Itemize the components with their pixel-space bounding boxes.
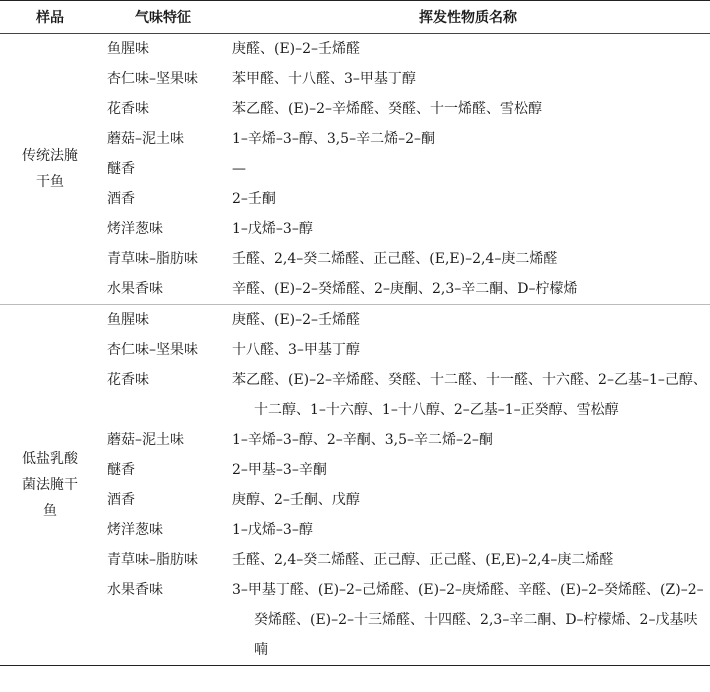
volatile-cell <box>226 575 710 666</box>
volatile-text: 苯甲醛、十八醛、3–甲基丁醇 <box>232 71 416 87</box>
sample-line: 菌法腌干 <box>22 477 78 493</box>
odor-cell: 鱼腥味 <box>107 312 149 328</box>
table-row <box>0 575 710 666</box>
volatile-text: 苯乙醛、(E)–2–辛烯醛、癸醛、十二醛、十一醛、十六醛、2–乙基–1–己醇、十二醇、1–十六醇、1–十八醇、2–乙基–1–正癸醇、雪松醇 <box>232 372 707 418</box>
volatile-text: 1–戊烯–3–醇 <box>232 221 313 237</box>
odor-cell: 酒香 <box>107 492 135 508</box>
volatile-text: 苯乙醛、(E)–2–辛烯醛、癸醛、十一烯醛、雪松醇 <box>232 101 543 117</box>
odor-cell: 蘑菇–泥土味 <box>107 131 184 147</box>
odor-cell: 杏仁味–坚果味 <box>107 342 198 358</box>
volatile-text: 庚醛、(E)–2–壬烯醛 <box>232 312 361 328</box>
table-row <box>0 455 710 485</box>
sample-line: 低盐乳酸 <box>22 451 78 467</box>
odor-cell: 青草味–脂肪味 <box>107 552 198 568</box>
odor-cell: 花香味 <box>107 372 149 388</box>
odor-cell: 水果香味 <box>100 575 226 666</box>
volatile-cell <box>226 425 710 455</box>
volatile-text: 庚醇、2–壬酮、戊醇 <box>232 492 360 508</box>
volatile-text: 壬醛、2,4–癸二烯醛、正己醇、正己醛、(E,E)–2,4–庚二烯醛 <box>232 552 614 568</box>
header-row <box>0 1 710 34</box>
table-row <box>0 425 710 455</box>
odor-cell: 烤洋葱味 <box>107 221 163 237</box>
sample-line: 鱼 <box>43 503 57 519</box>
header-volatile: 挥发性物质名称 <box>226 1 710 34</box>
sample-line: 传统法腌 <box>22 148 78 164</box>
volatile-cell <box>226 64 710 94</box>
volatile-cell <box>226 305 710 336</box>
volatile-text: 庚醛、(E)–2–壬烯醛 <box>232 41 361 57</box>
table-row <box>0 154 710 184</box>
odor-cell: 花香味 <box>107 101 149 117</box>
volatile-cell <box>226 274 710 305</box>
table-row <box>0 64 710 94</box>
odor-cell: 水果香味 <box>100 274 226 305</box>
odor-cell: 杏仁味–坚果味 <box>107 71 198 87</box>
table-row <box>0 184 710 214</box>
volatile-text: 1–戊烯–3–醇 <box>232 522 313 538</box>
table-row <box>0 545 710 575</box>
volatile-text: — <box>232 161 246 177</box>
table-row <box>0 124 710 154</box>
sample-line: 干鱼 <box>36 174 64 190</box>
odor-cell: 鱼腥味 <box>107 41 149 57</box>
table-row <box>0 214 710 244</box>
sample-cell-low-salt-lab <box>0 305 100 666</box>
volatile-text: 2–甲基–3–辛酮 <box>232 462 327 478</box>
odor-cell: 烤洋葱味 <box>107 522 163 538</box>
table-row <box>0 335 710 365</box>
volatile-cell <box>226 244 710 274</box>
volatile-text: 1–辛烯–3–醇、3,5–辛二烯–2–酮 <box>232 131 435 147</box>
header-sample: 样品 <box>0 1 100 34</box>
odor-cell: 蘑菇–泥土味 <box>107 432 184 448</box>
table-row <box>0 485 710 515</box>
table-row <box>0 274 710 305</box>
volatile-cell <box>226 455 710 485</box>
volatile-text: 壬醛、2,4–癸二烯醛、正己醛、(E,E)–2,4–庚二烯醛 <box>232 251 558 267</box>
volatile-cell <box>226 154 710 184</box>
volatile-cell <box>226 365 710 425</box>
odor-cell: 青草味–脂肪味 <box>107 251 198 267</box>
table-row <box>0 305 710 336</box>
volatile-text: 十八醛、3–甲基丁醇 <box>232 342 360 358</box>
table-row <box>0 94 710 124</box>
sample-cell-traditional <box>0 34 100 305</box>
odor-cell: 酒香 <box>107 191 135 207</box>
volatile-cell <box>226 184 710 214</box>
volatile-text: 2–壬酮 <box>232 191 276 207</box>
volatile-cell <box>226 124 710 154</box>
table-row <box>0 365 710 425</box>
table-row <box>0 515 710 545</box>
header-odor: 气味特征 <box>100 1 226 34</box>
odor-cell: 醚香 <box>107 161 135 177</box>
volatile-text: 3–甲基丁醛、(E)–2–己烯醛、(E)–2–庚烯醛、辛醛、(E)–2–癸烯醛、(Z)–2–癸烯醛、(E)–2–十三烯醛、十四醛、2,3–辛二酮、D–柠檬烯、2–戊基呋喃 <box>232 582 704 658</box>
volatile-text: 辛醛、(E)–2–癸烯醛、2–庚酮、2,3–辛二酮、D–柠檬烯 <box>232 281 578 297</box>
odor-cell: 醚香 <box>107 462 135 478</box>
table-row <box>0 34 710 65</box>
volatile-text: 1–辛烯–3–醇、2–辛酮、3,5–辛二烯–2–酮 <box>232 432 493 448</box>
volatile-cell <box>226 545 710 575</box>
table-row <box>0 244 710 274</box>
volatile-cell <box>226 214 710 244</box>
volatile-cell <box>226 34 710 65</box>
volatile-cell <box>226 94 710 124</box>
volatile-cell <box>226 335 710 365</box>
volatile-cell <box>226 485 710 515</box>
volatile-cell <box>226 515 710 545</box>
